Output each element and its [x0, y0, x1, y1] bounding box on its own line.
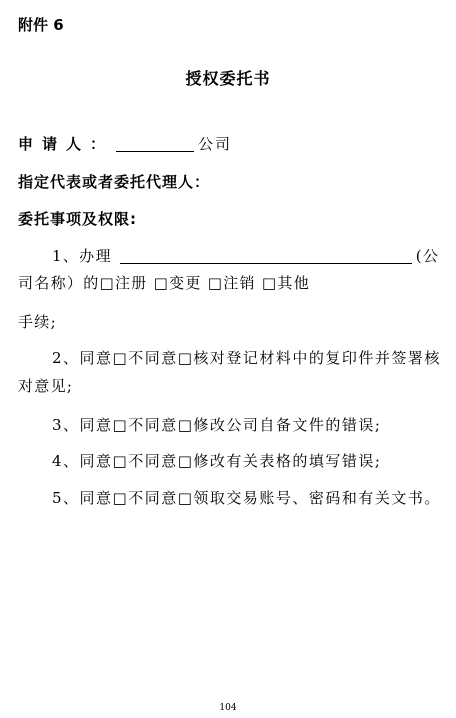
item-1-end: 手续;: [18, 313, 57, 331]
item-2-continuation: 对意见;: [18, 377, 74, 395]
item-5: 5、同意□不同意□领取交易账号、密码和有关文书。: [52, 489, 441, 507]
item-2: 2、同意□不同意□核对登记材料中的复印件并签署核: [52, 349, 441, 367]
company-name-blank-field: [120, 249, 412, 264]
item-4: 4、同意□不同意□修改有关表格的填写错误;: [52, 452, 382, 470]
applicant-blank-field: [116, 137, 194, 152]
scope-line: 委托事项及权限:: [18, 210, 137, 228]
item-1-suffix: (公: [415, 247, 440, 265]
document-title: 授权委托书: [185, 69, 271, 88]
page-number: 104: [219, 703, 237, 713]
applicant-line: [18, 133, 232, 154]
attachment-label: 附件 6: [18, 16, 64, 34]
item-3: 3、同意□不同意□修改公司自备文件的错误;: [52, 416, 382, 434]
applicant-suffix: 公司: [198, 135, 233, 153]
agent-line: 指定代表或者委托代理人：: [18, 173, 211, 191]
item-1: [52, 245, 439, 266]
applicant-label: 申请人：: [18, 135, 115, 153]
item-1-prefix: 1、办理: [52, 247, 112, 265]
item-1-continuation: 司名称）的□注册 □变更 □注销 □其他: [18, 274, 310, 292]
